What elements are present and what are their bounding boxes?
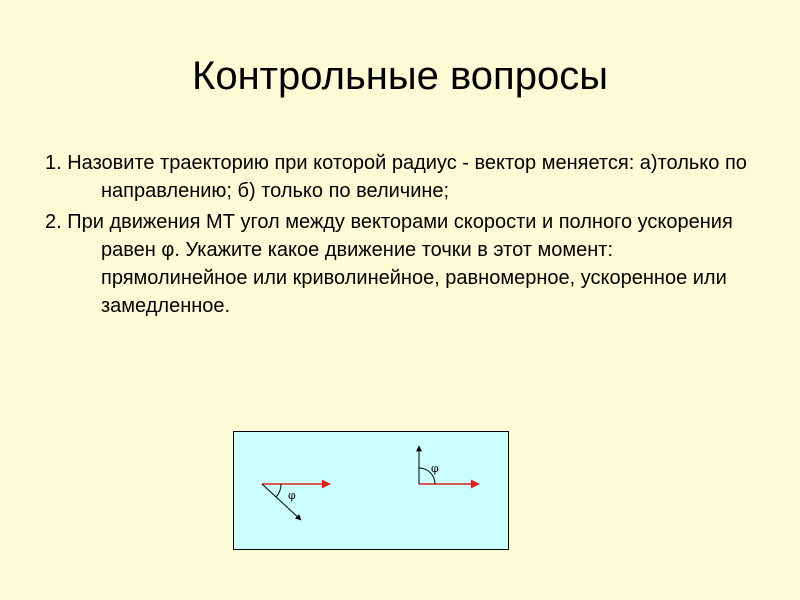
vector-diagram-svg <box>234 432 510 551</box>
vector-diagram <box>233 431 509 550</box>
left-angle-arc <box>276 484 281 497</box>
right-angle-label: φ <box>431 462 439 475</box>
slide-title: Контрольные вопросы <box>192 54 608 98</box>
questions-list <box>45 149 765 323</box>
question-1: 1. Назовите траекторию при которой радиус - вектор меняется: а)только по направлению; б) только по величине; <box>45 152 747 202</box>
left-angle-label: φ <box>288 489 296 502</box>
question-2: 2. При движения МТ угол между векторами скорости и полного ускорения равен φ. Укажите какое движение точки в этот момент: прямолинейное или криволинейное, равномерное, ускоренное или замедленное. <box>45 211 733 317</box>
